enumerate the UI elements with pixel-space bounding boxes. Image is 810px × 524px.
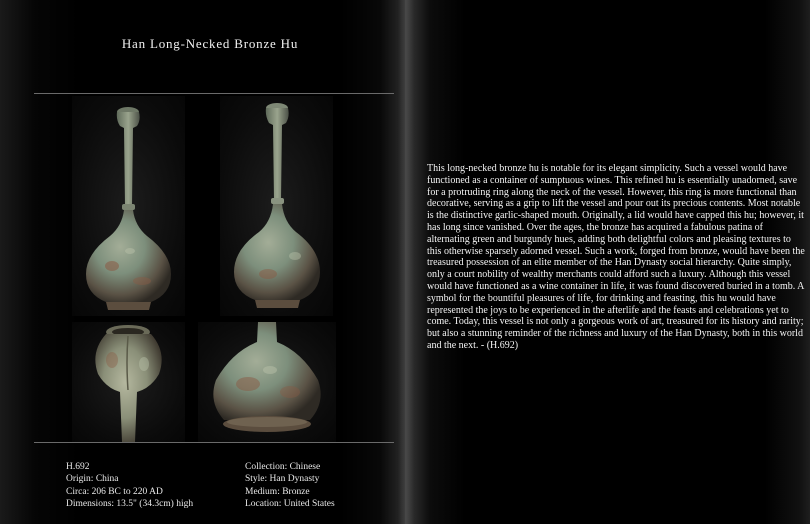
- bottom-divider: [34, 442, 394, 443]
- location: Location: United States: [245, 499, 335, 510]
- vessel-front-image: [72, 96, 185, 316]
- vessel-side-image: [220, 96, 333, 316]
- vessel-photo-body-detail[interactable]: [198, 322, 336, 442]
- origin: Origin: China: [66, 474, 119, 485]
- circa: Circa: 206 BC to 220 AD: [66, 486, 163, 497]
- medium: Medium: Bronze: [245, 486, 310, 497]
- dimensions: Dimensions: 13.5" (34.3cm) high: [66, 499, 194, 510]
- book-spine: [398, 0, 414, 524]
- vessel-photo-side[interactable]: [220, 96, 333, 316]
- mouth-detail-image: [72, 322, 185, 442]
- vessel-photo-front[interactable]: [72, 96, 185, 316]
- style: Style: Han Dynasty: [245, 474, 320, 485]
- body-detail-image: [198, 322, 336, 442]
- vessel-photo-mouth-detail[interactable]: [72, 322, 185, 442]
- page-title: Han Long-Necked Bronze Hu: [121, 36, 299, 51]
- collection: Collection: Chinese: [245, 462, 321, 472]
- item-number: H.692: [66, 462, 90, 472]
- details-left: [66, 461, 193, 511]
- top-divider: [34, 93, 394, 94]
- description-text: This long-necked bronze hu is notable for its elegant simplicity. Such a vessel would have functioned as a container of sumptuous wines. This refined hu is essentially unadorned, save for a protruding ring along the neck of the vessel. However, this ring is more functional than decorative, serving as a grip to lift the vessel and pour out its precious contents. Most notable is the distinctive garlic-shaped mouth. Originally, a lid would have capped this hu; however, it has long since vanished. Over the ages, the bronze has acquired a fabulous patina of alternating green and burgundy hues, adding both delightful colors and pleasing textures to this otherwise sparsely adorned vessel. Such a work, forged from bronze, would have been the treasured possession of an elite member of the Han Dynasty social hierarchy. Quite simply, only a court nobility of wealthy merchants could afford such a luxury. Although this vessel would have functioned as a wine container in life, it was found discovered buried in a tomb. A symbol for the bountiful pleasures of life, for drinking and feasting, this hu would have represented the joys to be experienced in the afterlife and the feasts and celebrations yet to come. Today, this vessel is not only a gorgeous work of art, treasured for its history and rarity; but also a stunning reminder of the richness and luxury of the Han Dynasty, both in this world and the next. - (H.692): [427, 163, 805, 351]
- details-right: [245, 461, 335, 511]
